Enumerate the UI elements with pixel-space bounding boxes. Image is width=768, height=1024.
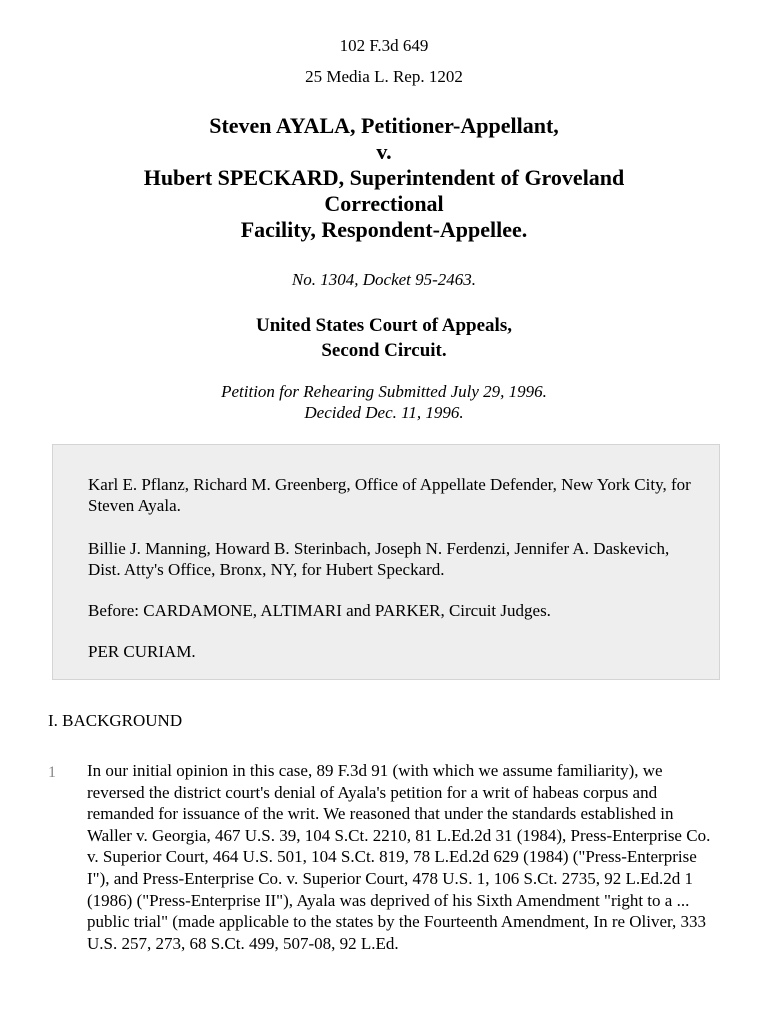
counsel-box [52,444,720,680]
court-name-line1: United States Court of Appeals, [256,315,512,336]
media-citation: 25 Media L. Rep. 1202 [305,67,463,86]
panel-judges: Before: CARDAMONE, ALTIMARI and PARKER, Circuit Judges. [88,601,551,620]
caption-appellee: Hubert SPECKARD, Superintendent of Groveland Correctional [143,165,625,216]
submitted-date: Petition for Rehearing Submitted July 29, 1996. [221,382,547,401]
caption-appellee-role: Facility, Respondent-Appellee. [240,217,528,242]
per-curiam: PER CURIAM. [88,642,196,661]
decision-dates [0,381,768,423]
decided-date: Decided Dec. 11, 1996. [304,403,464,422]
caption-appellant: Steven AYALA, Petitioner-Appellant, [209,113,559,138]
opinion-paragraph: In our initial opinion in this case, 89 F.3d 91 (with which we assume familiarity), we reversed the district court's denial of Ayala's petition for a writ of habeas corpus and remanded for issuance of the writ. We reasoned that under the standards established in Waller v. Georgia, 467 U.S. 39, 104 S.Ct. 2210, 81 L.Ed.2d 31 (1984), Press-Enterprise Co. v. Superior Court, 464 U.S. 501, 104 S.Ct. 819, 78 L.Ed.2d 629 (1984) ("Press-Enterprise I"), and Press-Enterprise Co. v. Superior Court, 478 U.S. 1, 106 S.Ct. 2735, 92 L.Ed.2d 1 (1986) ("Press-Enterprise II"), Ayala was deprived of his Sixth Amendment "right to a ... public trial" (made applicable to the states by the Fourteenth Amendment, In re Oliver, 333 U.S. 257, 273, 68 S.Ct. 499, 507-08, 92 L.Ed. [87,761,711,953]
paragraph-number-link[interactable]: 1 [48,764,56,781]
court-name [0,313,768,363]
caption-versus: v. [376,139,392,164]
appellee-counsel: Billie J. Manning, Howard B. Sterinbach, Joseph N. Ferdenzi, Jennifer A. Daskevich, Dist. Atty's Office, Bronx, NY, for Hubert Speckard. [88,539,670,579]
appellant-counsel: Karl E. Pflanz, Richard M. Greenberg, Office of Appellate Defender, New York City, for Steven Ayala. [88,475,691,515]
docket-number: No. 1304, Docket 95-2463. [291,270,477,289]
court-name-line2: Second Circuit. [321,340,447,361]
reporter-citation: 102 F.3d 649 [339,36,429,55]
section-heading: I. BACKGROUND [48,711,183,730]
case-caption [84,113,684,243]
